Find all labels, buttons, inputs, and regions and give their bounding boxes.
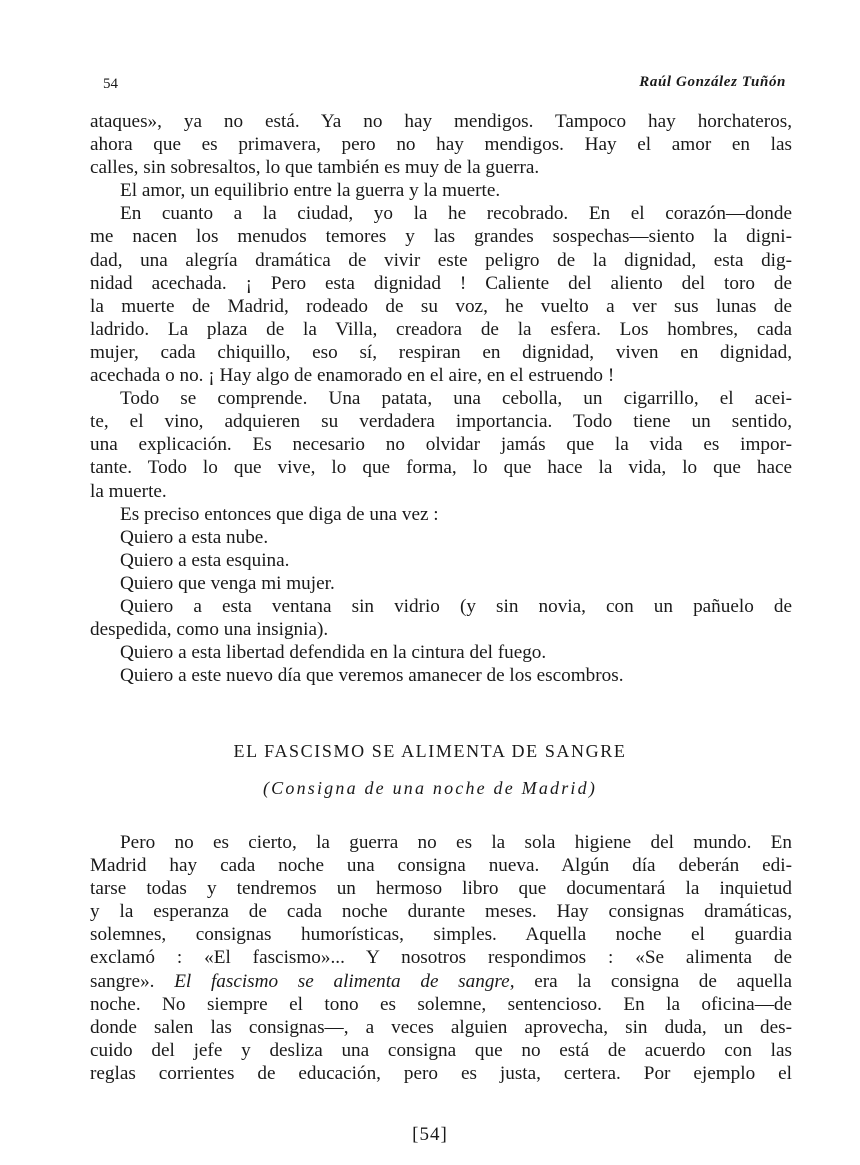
page-footer-number: [54] [412,1124,448,1145]
text-line: dad, una alegría dramática de vivir este peligro de la dignidad, esta dig- [90,249,792,271]
text-line: noche. No siempre el tono es solemne, sentencioso. En la oficina—de [90,993,792,1015]
text-line: exclamó : «El fascismo»... Y nosotros respondimos : «Se alimenta de [90,947,792,969]
poem-line: despedida, como una insignia). [90,619,329,641]
text-line: En cuanto a la ciudad, yo la he recobrado. En el corazón—donde [120,203,792,225]
text-line: Madrid hay cada noche una consigna nueva. Algún día deberán edi- [90,855,792,877]
text-line: tarse todas y tendremos un hermoso libro que documentará la inquietud [90,878,792,900]
section-2-text [90,831,792,1085]
text-line: El amor, un equilibrio entre la guerra y la muerte. [120,180,501,202]
text-line: nidad acechada. ¡ Pero esta dignidad ! Caliente del aliento del toro de [90,272,792,294]
text-line: ladrido. La plaza de la Villa, creadora de la esfera. Los hombres, cada [90,318,792,340]
section-subheading: (Consigna de una noche de Madrid) [262,778,598,798]
section-1-text [90,110,792,687]
poem-line: Quiero a esta libertad defendida en la cintura del fuego. [120,642,547,664]
text-line: una explicación. Es necesario no olvidar jamás que la vida es impor- [90,434,792,456]
text-line: solemnes, consignas humorísticas, simples. Aquella noche el guardia [90,924,792,946]
text-line: reglas corrientes de educación, pero es justa, certera. Por ejemplo el [90,1062,792,1084]
text-line: Es preciso entonces que diga de una vez : [120,503,439,525]
poem-line: Quiero a esta nube. [120,526,269,548]
text-line: tante. Todo lo que vive, lo que forma, lo que hace la vida, lo que hace [90,457,792,479]
text-line: ataques», ya no está. Ya no hay mendigos. Tampoco hay horchateros, [90,111,792,132]
running-head [103,72,786,96]
poem-line: Quiero a esta esquina. [120,549,290,571]
text-line: donde salen las consignas—, a veces alguien aprovecha, sin duda, un des- [90,1016,792,1038]
text-line: mujer, cada chiquillo, eso sí, respiran en dignidad, viven en dignidad, [90,341,792,363]
poem-line: Quiero que venga mi mujer. [120,572,335,594]
text-line: la muerte de Madrid, rodeado de su voz, he vuelto a ver sus lunas de [90,295,792,317]
text-span: sangre». [90,970,175,992]
text-line: y la esperanza de cada noche durante meses. Hay consignas dramáticas, [90,901,792,923]
text-line: calles, sin sobresaltos, lo que también es muy de la guerra. [90,157,540,179]
text-span: era la consigna de aquella [514,970,793,992]
text-line-with-italic [90,970,792,993]
italic-quote: El fascismo se alimenta de sangre, [174,970,515,992]
text-line: ahora que es primavera, pero no hay mendigos. Hay el amor en las [90,134,792,156]
poem-line: Quiero a este nuevo día que veremos amanecer de los escombros. [120,665,624,687]
page-number: 54 [103,76,118,92]
text-line: cuido del jefe y desliza una consigna que no está de acuerdo con las [90,1039,792,1061]
text-line: Todo se comprende. Una patata, una cebolla, un cigarrillo, el acei- [120,388,792,410]
text-line: Pero no es cierto, la guerra no es la sola higiene del mundo. En [120,832,792,853]
poem-line: Quiero a esta ventana sin vidrio (y sin novia, con un pañuelo de [120,595,792,617]
text-line: me nacen los menudos temores y las grandes sospechas—siento la digni- [90,226,792,248]
section-heading: EL FASCISMO SE ALIMENTA DE SANGRE [233,741,627,761]
author-name: Raúl González Tuñón [639,74,786,90]
text-line: te, el vino, adquieren su verdadera importancia. Todo tiene un sentido, [90,411,792,433]
text-line: la muerte. [90,480,167,502]
text-line: acechada o no. ¡ Hay algo de enamorado en el aire, en el estruendo ! [90,365,615,387]
